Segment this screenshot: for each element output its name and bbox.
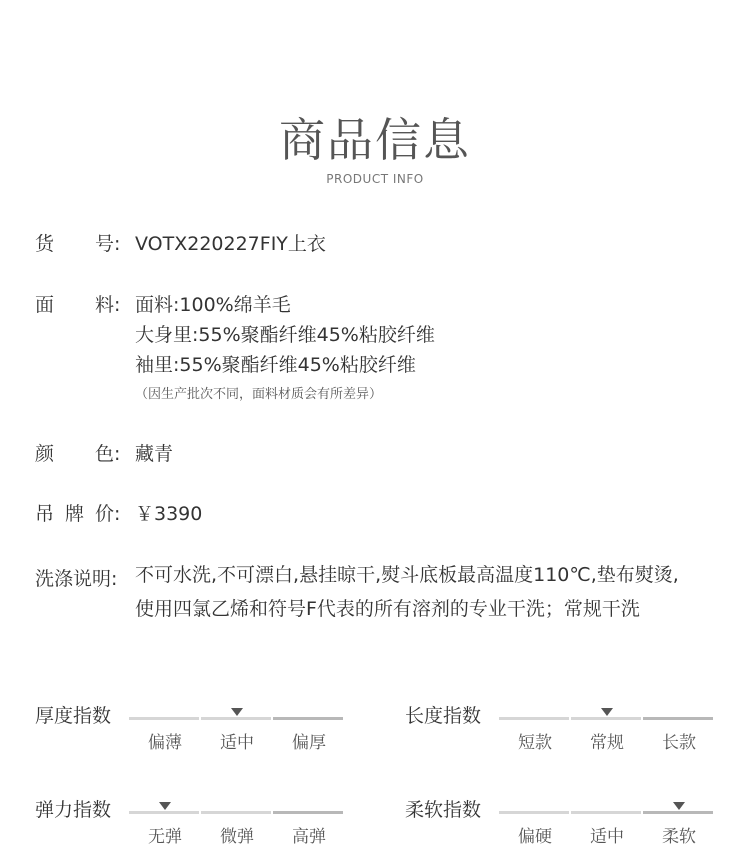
wash-line: 不可水洗,不可漂白,悬挂晾干,熨斗底板最高温度110℃,垫布熨烫, — [135, 564, 679, 586]
scale-option: 无弹 — [148, 827, 182, 847]
color-label: 颜 色: — [35, 443, 121, 465]
scale-label: 长度指数 — [405, 705, 482, 727]
wash-label: 洗涤说明: — [35, 568, 118, 590]
sku-value: VOTX220227FIY上衣 — [135, 233, 326, 255]
scale-option: 柔软 — [662, 827, 696, 847]
fabric-value — [135, 290, 435, 410]
scale-segment — [571, 717, 641, 720]
scale-marker-icon — [159, 802, 171, 810]
scale-segment — [201, 717, 271, 720]
scale-option: 偏厚 — [292, 733, 326, 753]
scale-marker-icon — [601, 708, 613, 716]
sku-label: 货 号: — [35, 233, 121, 255]
fabric-note: （因生产批次不同，面料材质会有所差异） — [135, 387, 383, 402]
scale-option: 偏硬 — [518, 827, 552, 847]
scale-option: 长款 — [662, 733, 696, 753]
page-subtitle: PRODUCT INFO — [326, 172, 424, 186]
scale-label: 柔软指数 — [405, 799, 482, 821]
fabric-line: 大身里:55%聚酯纤维45%粘胶纤维 — [135, 324, 435, 346]
scale-segment — [643, 717, 713, 720]
scale-segment — [643, 811, 713, 814]
scale-segment — [273, 717, 343, 720]
color-value: 藏青 — [135, 443, 174, 465]
scale-label: 弹力指数 — [35, 799, 112, 821]
price-value: ￥3390 — [135, 503, 203, 525]
scale-option: 常规 — [590, 733, 624, 753]
scale-marker-icon — [231, 708, 243, 716]
scale-option: 适中 — [220, 733, 254, 753]
scale-option: 微弹 — [220, 827, 254, 847]
fabric-line: 面料:100%绵羊毛 — [135, 294, 291, 316]
scale-option: 短款 — [518, 733, 552, 753]
scale-option: 偏薄 — [148, 733, 182, 753]
scale-segment — [129, 717, 199, 720]
scale-segment — [571, 811, 641, 814]
scale-option: 适中 — [590, 827, 624, 847]
page-title: 商品信息 — [279, 113, 471, 167]
fabric-label: 面 料: — [35, 294, 121, 316]
scale-label: 厚度指数 — [35, 705, 112, 727]
scale-segment — [201, 811, 271, 814]
price-label: 吊 牌 价: — [35, 503, 121, 525]
scale-segment — [129, 811, 199, 814]
fabric-line: 袖里:55%聚酯纤维45%粘胶纤维 — [135, 354, 416, 376]
wash-line: 使用四氯乙烯和符号F代表的所有溶剂的专业干洗；常规干洗 — [135, 598, 640, 620]
scale-option: 高弹 — [292, 827, 326, 847]
scale-marker-icon — [673, 802, 685, 810]
scale-segment — [273, 811, 343, 814]
scale-segment — [499, 717, 569, 720]
scale-segment — [499, 811, 569, 814]
wash-value — [135, 558, 679, 626]
